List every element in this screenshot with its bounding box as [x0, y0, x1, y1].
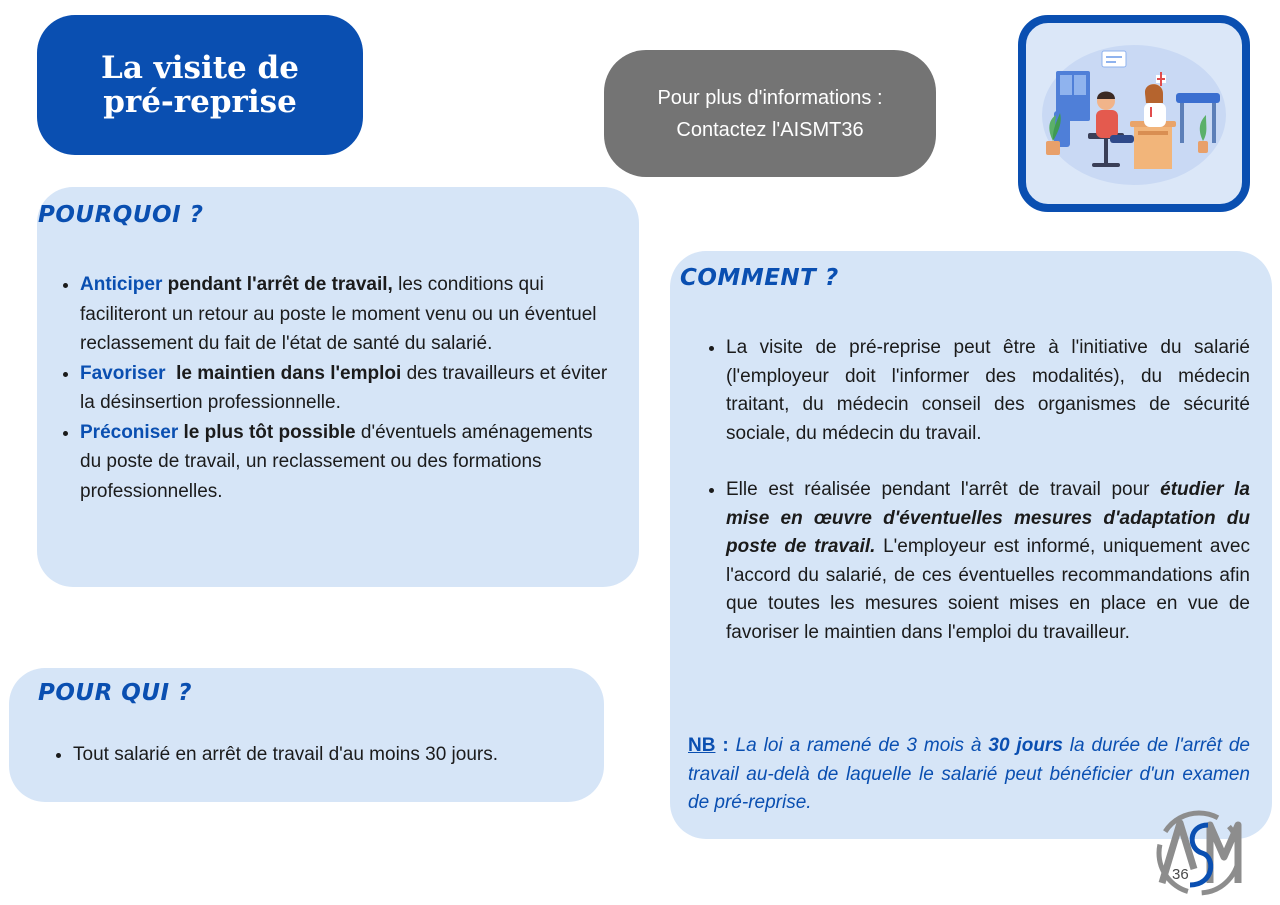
aismt-logo: [1150, 805, 1248, 900]
contact-line-2: Contactez l'AISMT36: [676, 118, 864, 141]
item-text: Elle est réalisée pendant l'arrêt de travail pour: [726, 479, 1161, 500]
pourquoi-title: POURQUOI ?: [38, 202, 204, 228]
title-line-1: La visite de: [101, 50, 299, 86]
list-item: [80, 359, 608, 418]
list-item: • Tout salarié en arrêt de travail d'au moins 30 jours.: [73, 740, 591, 770]
list-item: [80, 418, 608, 507]
illustration-frame: [1018, 15, 1250, 212]
comment-list: [704, 334, 1250, 647]
item-bold: le maintien dans l'emploi: [165, 362, 402, 384]
pourqui-title: POUR QUI ?: [38, 680, 192, 706]
title-box: [37, 15, 363, 155]
contact-line-1: Pour plus d'informations :: [657, 86, 883, 109]
item-bold: pendant l'arrêt de travail,: [162, 274, 393, 295]
item-text: L'employeur est informé, uniquement avec l'accord du salarié, de ces éventuelles recommandations afin que toutes les mesures soient mises en place en vue de favoriser le maintien dans l'emploi du travailleur.: [726, 536, 1250, 643]
pourquoi-list: [58, 270, 608, 506]
logo-number: 36: [1172, 866, 1189, 883]
item-bold: étudier la mise en œuvre d'éventuelles mesures d'adaptation du poste de travail.: [726, 479, 1250, 557]
list-item: [80, 270, 608, 359]
doctor-consultation-illustration: [1026, 23, 1242, 204]
item-text: les conditions qui faciliteront un retour au poste le moment venu ou un éventuel reclassement du fait de l'état de santé du salarié.: [80, 274, 597, 354]
item-lead: Favoriser: [80, 362, 166, 384]
pourqui-list: [51, 740, 591, 770]
page-title: [101, 51, 299, 119]
nb-text: la durée de l'arrêt de travail au-delà de laquelle le salarié peut bénéficier d'un examen de pré-reprise.: [688, 735, 1250, 813]
item-lead: Anticiper: [80, 274, 163, 295]
list-item: [726, 476, 1250, 647]
title-line-2: pré-reprise: [103, 84, 297, 120]
comment-title: COMMENT ?: [680, 265, 839, 291]
contact-box: [604, 50, 936, 177]
nb-label: NB: [688, 735, 716, 756]
list-item: • La visite de pré-reprise peut être à l'initiative du salarié (l'employeur doit l'informer des modalités), du médecin traitant, du médecin conseil des organismes de sécurité sociale, du médecin du travail.: [726, 334, 1250, 448]
item-lead: Préconiser: [80, 421, 179, 443]
item-bold: le plus tôt possible: [178, 421, 356, 443]
item-text: d'éventuels aménagements du poste de travail, un reclassement ou des formations professionnelles.: [80, 421, 593, 502]
nb-bold: 30 jours: [988, 735, 1063, 756]
item-text: des travailleurs et éviter la désinsertion professionnelle.: [80, 362, 608, 413]
nb-text: La loi a ramené de 3 mois à: [728, 735, 989, 756]
nb-colon: :: [715, 735, 729, 756]
